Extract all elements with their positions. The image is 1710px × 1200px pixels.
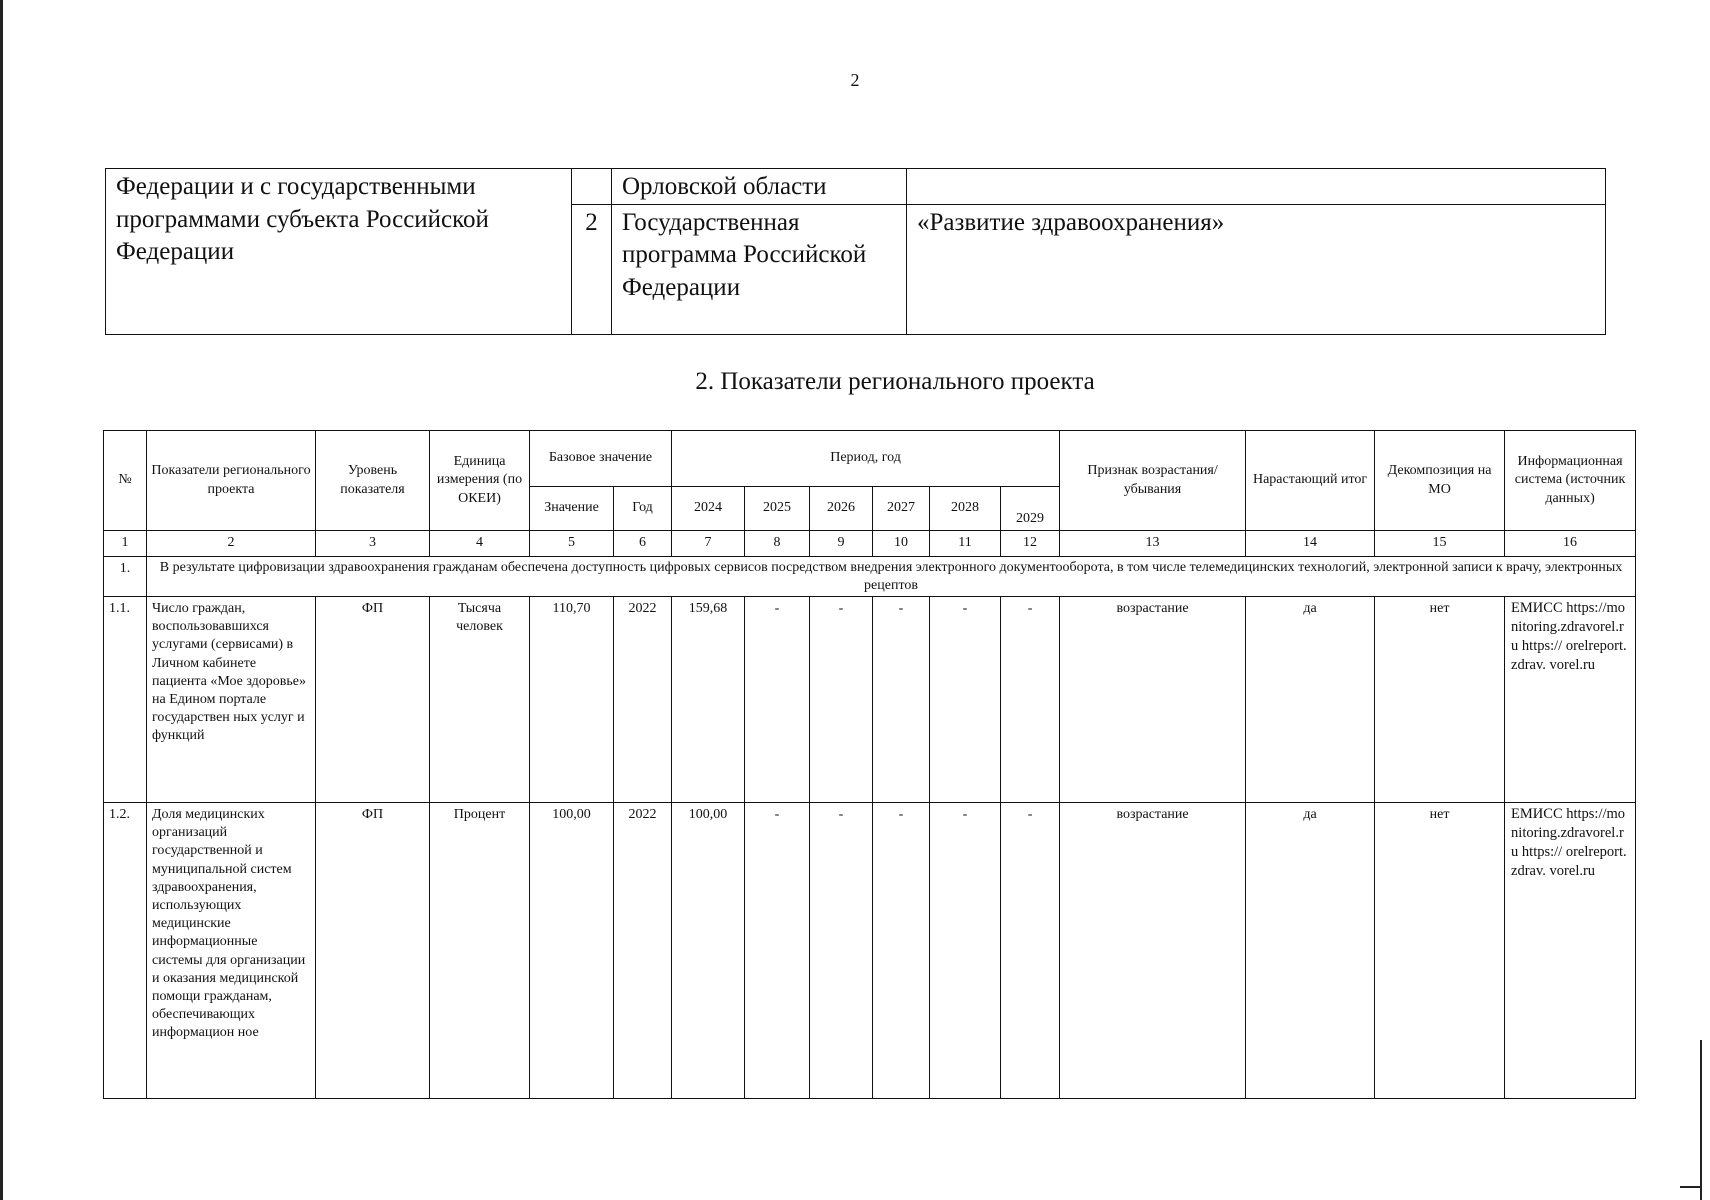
row-base-value: 110,70 (530, 597, 614, 803)
colnum-7: 7 (672, 531, 745, 557)
row-unit: Процент (430, 803, 530, 1099)
table-row (104, 597, 1636, 803)
header-cumulative: Нарастающий итог (1246, 431, 1375, 531)
row-indicator: Число граждан, воспользовавшихся услугами (сервисами) в Личном кабинете пациента «Мое здоровье» на Едином портале государствен ных услуг и функций (147, 597, 316, 803)
colnum-9: 9 (810, 531, 873, 557)
colnum-4: 4 (430, 531, 530, 557)
scan-left-edge (0, 0, 3, 1200)
row-2028: - (930, 803, 1001, 1099)
row-info-system: ЕМИСС https://monitoring.zdravorel.ru https:// orelreport. zdrav. vorel.ru (1505, 803, 1636, 1099)
row-2029: - (1001, 803, 1060, 1099)
header-indicator: Показатели регионального проекта (147, 431, 316, 531)
header-year-2024: 2024 (672, 487, 745, 531)
colnum-15: 15 (1375, 531, 1505, 557)
row-base-value: 100,00 (530, 803, 614, 1099)
row-indicator: Доля медицинских организаций государственной и муниципальной систем здравоохранения, использующих медицинские информационные системы для организации и оказания медицинской помощи гражданам, обеспечивающих информацион ное (147, 803, 316, 1099)
colnum-1: 1 (104, 531, 147, 557)
colnum-3: 3 (316, 531, 430, 557)
header-level: Уровень показателя (316, 431, 430, 531)
row-trend: возрастание (1060, 597, 1246, 803)
alignment-left-cell: Федерации и с государственными программами субъекта Российской Федерации (106, 169, 572, 335)
row-level: ФП (316, 597, 430, 803)
row-no: 1.1. (104, 597, 147, 803)
row-2028: - (930, 597, 1001, 803)
header-year-2027: 2027 (873, 487, 930, 531)
colnum-6: 6 (614, 531, 672, 557)
row-2026: - (810, 803, 873, 1099)
row-base-year: 2022 (614, 803, 672, 1099)
colnum-12: 12 (1001, 531, 1060, 557)
header-period: Период, год (672, 431, 1060, 487)
alignment-program-name: «Развитие здравоохранения» (907, 204, 1606, 334)
colnum-13: 13 (1060, 531, 1246, 557)
colnum-8: 8 (745, 531, 810, 557)
alignment-program-type: Государственная программа Российской Федерации (612, 204, 907, 334)
row-2027: - (873, 803, 930, 1099)
scan-right-edge (1700, 1040, 1702, 1200)
row-2029: - (1001, 597, 1060, 803)
row-cumulative: да (1246, 803, 1375, 1099)
header-trend: Признак возрастания/убывания (1060, 431, 1246, 531)
row-decomposition: нет (1375, 597, 1505, 803)
goal-no: 1. (104, 557, 147, 597)
goal-text: В результате цифровизации здравоохранения гражданам обеспечена доступность цифровых сервисов посредством внедрения электронного документооборота, в том числе телемедицинских технологий, электронной записи к врачу, электронных рецептов (147, 557, 1636, 597)
colnum-10: 10 (873, 531, 930, 557)
row-2027: - (873, 597, 930, 803)
scan-right-mark (1680, 1186, 1702, 1188)
row-info-system: ЕМИСС https://monitoring.zdravorel.ru https:// orelreport. zdrav. vorel.ru (1505, 597, 1636, 803)
indicators-table (103, 430, 1636, 1099)
header-info-system: Информационная система (источник данных) (1505, 431, 1636, 531)
page-number: 2 (850, 70, 860, 90)
header-decomposition: Декомпозиция на МО (1375, 431, 1505, 531)
colnum-11: 11 (930, 531, 1001, 557)
header-base: Базовое значение (530, 431, 672, 487)
alignment-region-cell: Орловской области (612, 169, 907, 205)
row-level: ФП (316, 803, 430, 1099)
row-decomposition: нет (1375, 803, 1505, 1099)
colnum-16: 16 (1505, 531, 1636, 557)
row-2026: - (810, 597, 873, 803)
goal-alignment-table (105, 168, 1606, 335)
row-2025: - (745, 597, 810, 803)
header-year-2029: 2029 (1001, 487, 1060, 531)
alignment-empty-cell (907, 169, 1606, 205)
colnum-5: 5 (530, 531, 614, 557)
header-base-value: Значение (530, 487, 614, 531)
header-base-year: Год (614, 487, 672, 531)
row-2024: 159,68 (672, 597, 745, 803)
header-year-2025: 2025 (745, 487, 810, 531)
row-base-year: 2022 (614, 597, 672, 803)
row-unit: Тысяча человек (430, 597, 530, 803)
colnum-2: 2 (147, 531, 316, 557)
colnum-14: 14 (1246, 531, 1375, 557)
header-no: № (104, 431, 147, 531)
row-trend: возрастание (1060, 803, 1246, 1099)
alignment-num: 2 (572, 204, 612, 334)
header-unit: Единица измерения (по ОКЕИ) (430, 431, 530, 531)
row-no: 1.2. (104, 803, 147, 1099)
row-2025: - (745, 803, 810, 1099)
section-title: 2. Показатели регионального проекта (695, 368, 1095, 395)
row-2024: 100,00 (672, 803, 745, 1099)
header-year-2028: 2028 (930, 487, 1001, 531)
table-row (104, 803, 1636, 1099)
row-cumulative: да (1246, 597, 1375, 803)
header-year-2026: 2026 (810, 487, 873, 531)
alignment-num-empty (572, 169, 612, 205)
